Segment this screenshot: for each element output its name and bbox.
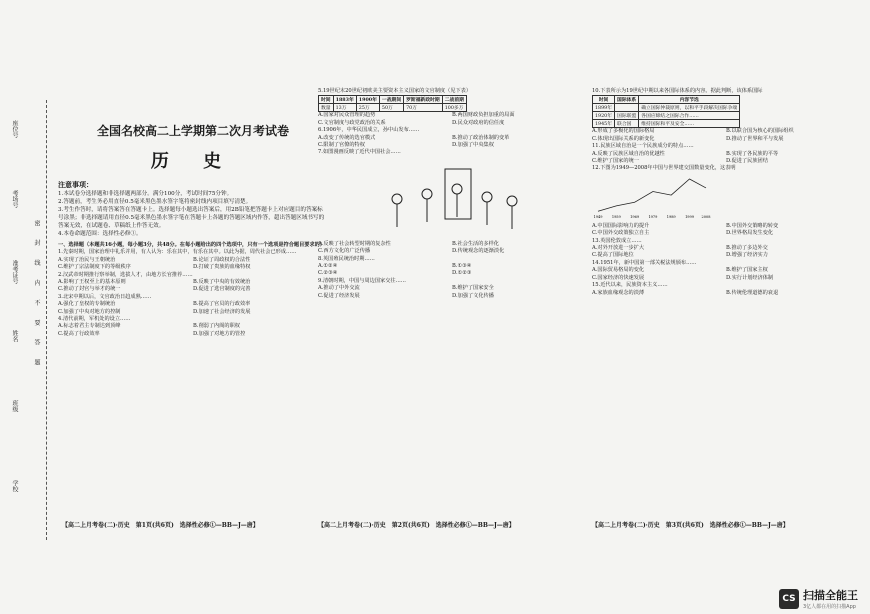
table-cell: 13万 (333, 104, 356, 112)
question-option: A.强化了皇权的专制统治 (58, 301, 116, 308)
question-option: A.推动了中外交流 (318, 285, 360, 292)
question-stem: 3.北宋中期以后，文官政治日趋成熟…… (58, 293, 152, 300)
question-option: D.①②③ (452, 270, 472, 277)
scanner-watermark (779, 587, 858, 610)
question-stem: 13.英国伦敦成立…… (592, 237, 642, 244)
question-option: D.推动了世界和平与发展 (726, 135, 784, 142)
cs-logo-icon: CS (779, 589, 799, 609)
question-options (592, 290, 860, 297)
page-footer: 【高二上月考卷(二)·历史 第3页(共6页) 选择性必修①—BB—J—唐】 (592, 522, 789, 529)
question-option: C.维护了宗法制度下的等级秩序 (58, 264, 131, 271)
question-options (58, 257, 328, 272)
question-option: B.论证了周政权的合法性 (193, 256, 251, 263)
table-cell: 100多万 (442, 104, 466, 112)
question-stem: 7.如图漫画反映了近代中国社会…… (318, 149, 401, 156)
question-option: D.世界格局发生变化 (726, 230, 774, 237)
question-option: D.增强了经济实力 (726, 252, 768, 259)
question-option: B.维护了国家主权 (726, 267, 768, 274)
cartoon-figure-head (392, 194, 402, 204)
watermark-sub: 3亿人都在用的扫描App (803, 604, 856, 610)
question-option: C.西方文化的广泛传播 (318, 248, 371, 255)
x-tick-label: 1999 (685, 214, 694, 219)
cartoon-illustration (367, 159, 537, 239)
notice-item: 1.本试卷分选择题和非选择题两部分。满分100分，考试时间75分钟。 (58, 191, 233, 197)
question-option: C.限制了官僚的特权 (318, 142, 365, 149)
class-label: 班级 (11, 400, 18, 412)
table-cell: 数量 (319, 104, 334, 112)
question-option: A.实现了治民与王朝统治 (58, 256, 116, 263)
question-option: C.加强了中央对地方的控制 (58, 308, 121, 315)
question-option: A.形成了多极化的国际格局 (592, 128, 655, 135)
table-cell: 70万 (404, 104, 443, 112)
notice-item: 2.答题前，考生务必用直径0.5毫米黑色墨水签字笔将密封线内项目填写清楚。 (58, 199, 252, 205)
question-option: A.①②④ (318, 263, 338, 270)
question-option: B.实现了各民族的平等 (726, 150, 779, 157)
table-header: 内容节选 (639, 96, 740, 104)
room-label: 考场号 (11, 190, 18, 208)
table-cell: 1920年 (593, 112, 615, 120)
question-option: B.①③④ (452, 263, 472, 270)
question-stem: 14.1951年，新中国第一部关税法规颁布…… (592, 259, 697, 266)
table-cell: 25万 (356, 104, 379, 112)
question-list (318, 88, 586, 300)
question-option: B.中国外交策略的转变 (726, 222, 779, 229)
name-label: 姓名 (11, 330, 18, 342)
page-1 (58, 88, 328, 518)
question-options (58, 301, 328, 316)
question-option: B.推动了多边外交 (726, 245, 768, 252)
question-stem: 10.下表所示为19世纪中期以来各国际体系的内容。据此判断，该体系国际 (592, 88, 763, 94)
x-tick-label: 1949 (593, 214, 603, 219)
question-option: B.反映了中央的有效统治 (193, 279, 251, 286)
question-option: A.家族血缘观念的淡薄 (592, 289, 645, 296)
question-option: B.传统伦理道德的衰退 (726, 289, 779, 296)
question-option: A.反映了民族区域自治的优越性 (592, 150, 665, 157)
table-cell: 1945年 (593, 120, 615, 128)
question-stem: 11.民族区域自治是一个民族成分的特点…… (592, 143, 694, 150)
question-options (318, 112, 586, 127)
question-option: B.推动了政治体制的变革 (452, 134, 510, 141)
question-options (318, 135, 586, 150)
question-option: A.对外开放进一步扩大 (592, 245, 645, 252)
question-option: D.打破了贵族的血缘特权 (193, 264, 251, 271)
question-options (58, 323, 328, 338)
table-header: 罗斯福新政时期 (404, 96, 443, 104)
question-options (318, 285, 586, 300)
question-option: D.促进了选官制度的完善 (193, 286, 251, 293)
seal-warning: 密 封 线 内 不 要 答 题 (33, 220, 40, 372)
question-option: C.提高了行政效率 (58, 330, 100, 337)
question-list (592, 88, 860, 297)
table-cell: 维持国际和平及安全…… (639, 120, 740, 128)
question-option: C.促进了经济发展 (318, 292, 360, 299)
question-option: A.改变了传统的选官模式 (318, 134, 376, 141)
x-tick-label: 1979 (648, 214, 658, 219)
question-options (592, 245, 860, 260)
question-option: A.国家对民众管理的趋势 (318, 112, 376, 119)
page-3 (592, 88, 860, 518)
school-label: 学校 (11, 480, 18, 492)
question-option: D.民众对政府的信任度 (452, 119, 505, 126)
exam-title: 全国名校高二上学期第二次月考试卷 (96, 124, 289, 138)
table-header: 时间 (593, 96, 615, 104)
question-option: D.加强了文化传播 (452, 292, 494, 299)
question-stem: 1.先秦时期，国家治理中礼乐并用，有人认为：乐在其中，有乐在其中。以此为据，周代社会已形成…… (58, 249, 297, 256)
question-stem: 4.清代前期，军机处的设立…… (58, 316, 131, 323)
question-stem: 6.1906年，中华民国成立，孙中山发布…… (318, 127, 420, 134)
notice-block (58, 181, 328, 238)
table-header: 国际体系 (615, 96, 639, 104)
table-cell: 各国应缔结之国际合作…… (639, 112, 740, 120)
table-header: 时间 (319, 96, 334, 104)
question-option: D.加强了对地方的管控 (193, 330, 246, 337)
page-footer: 【高二上月考卷(二)·历史 第1页(共6页) 选择性必修①—BB—J—唐】 (62, 522, 259, 529)
notice-item: 4.本卷命题范围：选择性必修①。 (58, 231, 142, 237)
cartoon-figure-head (452, 184, 462, 194)
system-table (592, 95, 740, 128)
table-header: 一战期间 (379, 96, 403, 104)
x-tick-label: 1959 (611, 214, 621, 219)
question-option: C.中国外交政策独立自主 (592, 230, 650, 237)
question-option: A.中国国际影响力的提升 (592, 222, 650, 229)
question-option: C.体现出国际关系的新变化 (592, 135, 655, 142)
table-cell (615, 104, 639, 112)
page-2 (318, 88, 586, 518)
ticket-label: 准考证号 (11, 260, 18, 284)
diplomacy-chart (592, 173, 712, 219)
question-list (58, 249, 328, 338)
question-stem: 9.清朝时期，中国与周边国家交往…… (318, 277, 406, 284)
question-option: C.维护了国家的统一 (592, 158, 639, 165)
question-option: C.国家经济的快速发展 (592, 274, 645, 281)
question-option: D.实行计划经济体制 (726, 274, 774, 281)
question-option: D.促进了民族团结 (726, 158, 768, 165)
watermark-name: 扫描全能王 (803, 589, 858, 602)
question-options (592, 128, 860, 143)
x-tick-label: 1969 (630, 214, 640, 219)
question-options (318, 263, 586, 278)
question-option: C.推动了封官与举才的统一 (58, 286, 121, 293)
question-option: A.反映了社会转型时期的复杂性 (318, 240, 391, 247)
table-cell: 确立国际仲裁原则，以和平手段解决国际争端 (639, 104, 740, 112)
seat-label: 座位号 (11, 120, 18, 138)
question-stem: 12.下图为1949—2008年中国与世界建交国数量变化，这表明 (592, 165, 736, 172)
question-option: C.②③④ (318, 270, 338, 277)
table-cell: 1899年 (593, 104, 615, 112)
question-option: B.以联合国为核心的国际组织 (726, 128, 794, 135)
binding-margin (6, 100, 47, 540)
question-option: B.维护了国家安全 (452, 285, 494, 292)
question-stem: 2.汉武帝时期推行察举制，选拔人才，由地方长官推荐…… (58, 271, 193, 278)
stats-table (318, 95, 467, 112)
question-stem: 15.近代以来，民族资本主义…… (592, 282, 668, 289)
table-header: 1900年 (356, 96, 379, 104)
question-option: A.国际贸易格局的变化 (592, 267, 645, 274)
question-stem: 8.英国殖民统治时期…… (318, 255, 375, 262)
cartoon-figure-head (507, 196, 517, 206)
cartoon-figure-head (422, 189, 432, 199)
cartoon-figure-head (482, 192, 492, 202)
question-options (318, 241, 586, 256)
question-option: B.削弱了内阁的职权 (193, 323, 240, 330)
question-options (592, 267, 860, 282)
question-option: C.提高了国际地位 (592, 252, 634, 259)
question-option: D.加强了中央集权 (452, 142, 494, 149)
x-tick-label: 2008 (701, 214, 711, 219)
question-option: B.两国财政负担加重的局面 (452, 112, 515, 119)
question-option: B.社会生活的多样化 (452, 240, 499, 247)
table-cell: 联合国 (615, 120, 639, 128)
notice-item: 3.考生作答时，请将答案答在答题卡上。选择题每小题选出答案后，用2B铅笔把答题卡上对应题目的答案标号涂黑；非选择题请用直径0.5毫米黑色墨水签字笔在答题卡上各题的答题区域内作答，超出答题区域书写的答案无效，在试题卷、草稿纸上作答无效。 (58, 207, 325, 229)
question-option: C.文官制度与政党政治的关系 (318, 119, 386, 126)
page-footer: 【高二上月考卷(二)·历史 第2页(共6页) 选择性必修①—BB—J—唐】 (318, 522, 515, 529)
subject-title: 历 史 (150, 151, 236, 172)
question-options (58, 279, 328, 294)
question-option: D.传统观念的逐渐淡化 (452, 248, 505, 255)
question-options (592, 151, 860, 166)
x-tick-label: 1989 (666, 214, 676, 219)
question-option: A.标志着君主专制达到顶峰 (58, 323, 121, 330)
table-header: 1883年 (333, 96, 356, 104)
notice-heading: 注意事项： (58, 180, 93, 189)
table-cell: 50万 (379, 104, 403, 112)
question-option: D.加速了社会经济的发展 (193, 308, 251, 315)
table-header: 二战前期 (442, 96, 466, 104)
question-option: B.提高了官员的行政效率 (193, 301, 251, 308)
series-line (598, 179, 706, 211)
section-heading: 一、选择题（本题共16小题，每小题3分，共48分。在每小题给出的四个选项中，只有一个选项是符合题目要求的） (58, 242, 326, 248)
question-stem: 5.19世纪末20世纪初欧美主要资本主义国家的文官制度（见下表） (318, 88, 472, 94)
table-cell: 国际联盟 (615, 112, 639, 120)
question-option: A.影响了王权至上的基本原则 (58, 279, 126, 286)
question-options (592, 223, 860, 238)
